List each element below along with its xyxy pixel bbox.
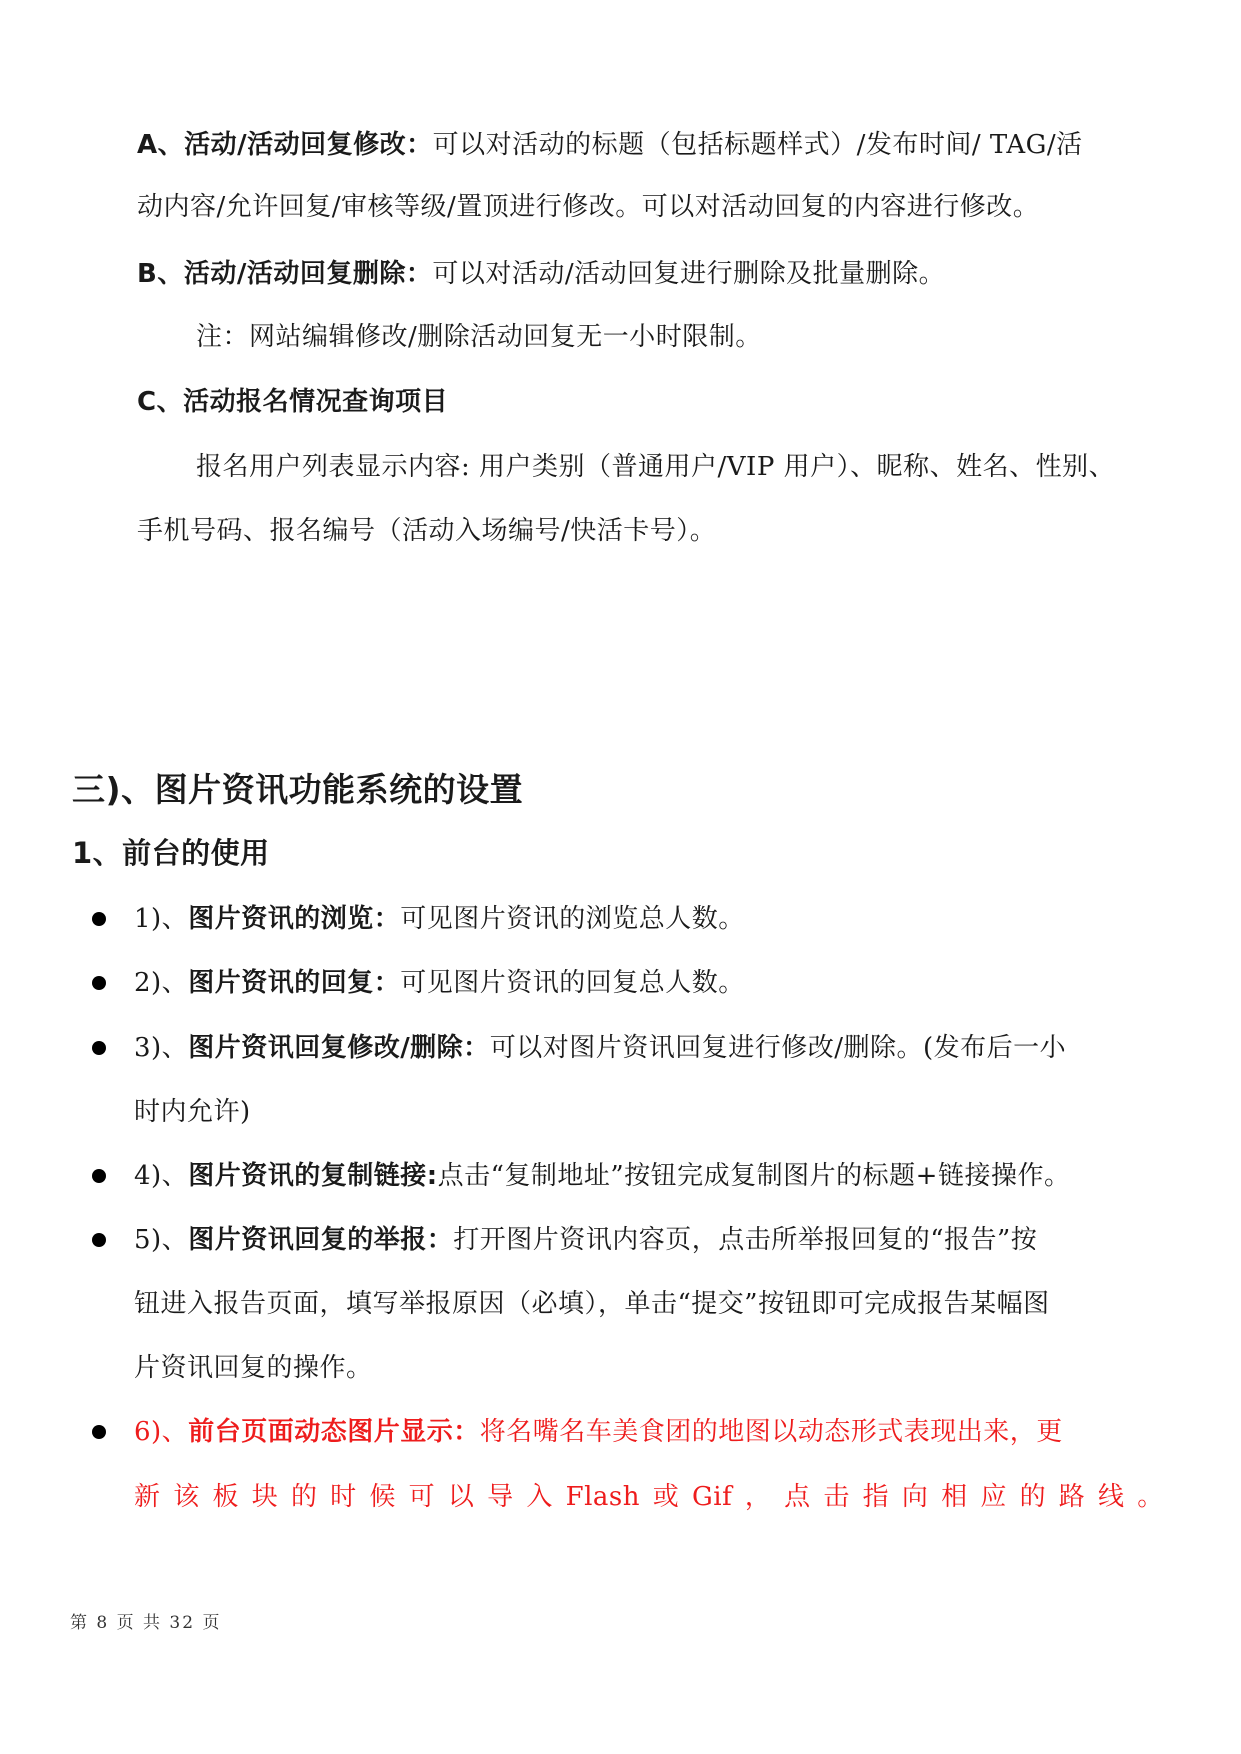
bullet-title: 图片资讯的复制链接: [188, 1161, 438, 1191]
bullet-number: 6)、 [134, 1417, 189, 1447]
justified-word: 或 [652, 1482, 680, 1512]
justified-word: 候 [369, 1482, 396, 1512]
bullet-title: 图片资讯的浏览： [188, 904, 401, 934]
justified-word: 入 [526, 1482, 553, 1512]
justified-word: 新 [134, 1482, 161, 1512]
bullet-title: 前台页面动态图片显示： [188, 1417, 480, 1447]
justified-word: 可 [408, 1482, 436, 1512]
bullet-dot-icon [92, 1169, 106, 1183]
bullet-number: 1)、 [134, 904, 189, 934]
bullet-title: 图片资讯回复修改/删除： [188, 1033, 490, 1063]
bullet-text: 可见图片资讯的浏览总人数。 [400, 904, 745, 934]
bullet-item-5-line-2: 钮进入报告页面，填写举报原因（必填），单击“提交”按钮即可完成报告某幅图 [134, 1289, 1050, 1319]
justified-word: Gif [691, 1482, 733, 1512]
bullet-text: 可以对图片资讯回复进行修改/删除。(发布后一小 [489, 1033, 1067, 1063]
justified-word: 线 [1098, 1482, 1125, 1512]
section-a-text-1: 可以对活动的标题（包括标题样式）/发布时间/ TAG/活 [432, 130, 1083, 160]
justified-word: 的 [1019, 1482, 1047, 1512]
bullet-text: 点击“复制地址”按钮完成复制图片的标题+链接操作。 [437, 1161, 1071, 1191]
section-3-heading: 三)、图片资讯功能系统的设置 [72, 770, 524, 809]
bullet-item-3 [134, 1031, 1066, 1065]
section-b-line-1 [137, 257, 945, 291]
justified-word: 击 [823, 1482, 850, 1512]
justified-word: 以 [447, 1482, 475, 1512]
justified-word: 的 [290, 1482, 318, 1512]
justified-word: 路 [1058, 1482, 1086, 1512]
bullet-number: 2)、 [134, 968, 189, 998]
justified-word: 指 [862, 1482, 890, 1512]
justified-word: Flash [565, 1482, 641, 1512]
section-a-line-2: 动内容/允许回复/审核等级/置顶进行修改。可以对活动回复的内容进行修改。 [137, 192, 1040, 222]
section-c-title: C、活动报名情况查询项目 [137, 387, 449, 417]
bullet-dot-icon [92, 912, 106, 926]
justified-word: 向 [901, 1482, 929, 1512]
bullet-item-6 [134, 1415, 1063, 1449]
bullet-dot-icon [92, 976, 106, 990]
section-b-title: B、活动/活动回复删除： [137, 259, 433, 289]
section-a-title: A、活动/活动回复修改： [137, 130, 433, 160]
bullet-text: 将名嘴名车美食团的地图以动态形式表现出来，更 [479, 1417, 1063, 1447]
bullet-title: 图片资讯的回复： [188, 968, 401, 998]
section-a-line-1 [137, 128, 1083, 162]
justified-word: 时 [330, 1482, 357, 1512]
bullet-dot-icon [92, 1041, 106, 1055]
justified-word: 相 [941, 1482, 968, 1512]
section-b-text-1: 可以对活动/活动回复进行删除及批量删除。 [432, 259, 946, 289]
bullet-item-5 [134, 1223, 1037, 1257]
bullet-text: 打开图片资讯内容页，点击所举报回复的“报告”按 [453, 1225, 1038, 1255]
bullet-number: 4)、 [134, 1161, 189, 1191]
justified-word: 板 [212, 1482, 239, 1512]
bullet-item-3-line-2: 时内允许) [134, 1097, 251, 1127]
bullet-item-1 [134, 902, 745, 936]
justified-word: 。 [1137, 1482, 1164, 1512]
bullet-item-6-line-2 [134, 1480, 1164, 1514]
justified-word: 应 [980, 1482, 1007, 1512]
section-c-line-1: 报名用户列表显示内容: 用户类别（普通用户/VIP 用户）、昵称、姓名、性别、 [196, 452, 1116, 482]
page-footer: 第 8 页 共 32 页 [70, 1613, 222, 1633]
bullet-item-2 [134, 966, 745, 1000]
section-c-line-2: 手机号码、报名编号（活动入场编号/快活卡号）。 [137, 516, 717, 546]
justified-word: 点 [784, 1482, 811, 1512]
justified-word: 该 [173, 1482, 200, 1512]
justified-word: ， [744, 1482, 772, 1512]
bullet-item-4 [134, 1159, 1070, 1193]
bullet-item-5-line-3: 片资讯回复的操作。 [134, 1353, 373, 1383]
bullet-text: 可见图片资讯的回复总人数。 [400, 968, 745, 998]
bullet-number: 3)、 [134, 1033, 189, 1063]
bullet-dot-icon [92, 1425, 106, 1439]
bullet-number: 5)、 [134, 1225, 189, 1255]
justified-word: 块 [251, 1482, 279, 1512]
section-b-note: 注：网站编辑修改/删除活动回复无一小时限制。 [196, 322, 762, 352]
frontend-usage-heading: 1、前台的使用 [72, 836, 270, 870]
bullet-dot-icon [92, 1233, 106, 1247]
justified-word: 导 [487, 1482, 514, 1512]
bullet-title: 图片资讯回复的举报： [188, 1225, 454, 1255]
